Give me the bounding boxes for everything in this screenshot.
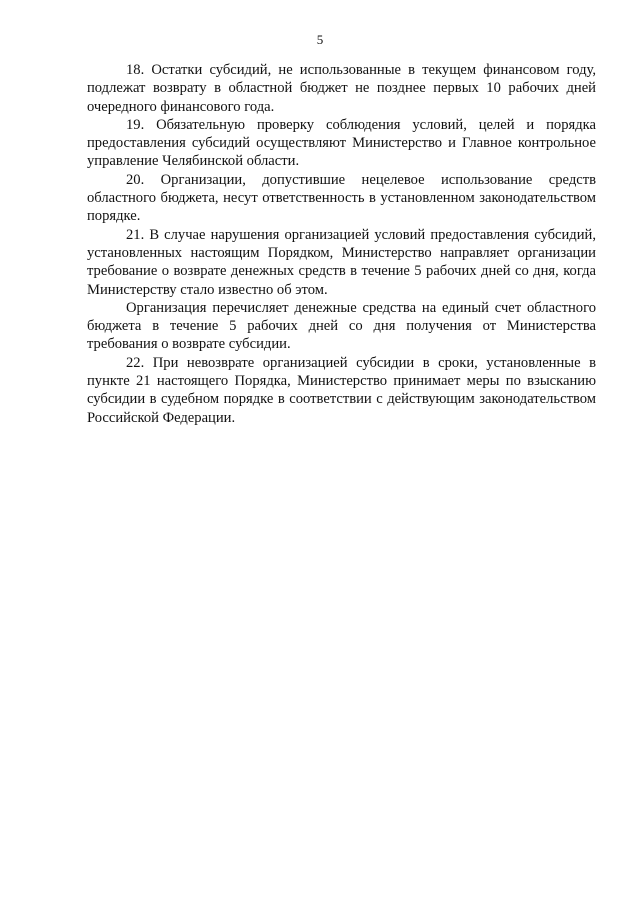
paragraph-19: 19. Обязательную проверку соблюдения условий, целей и порядка предоставления субсидий осуществляют Министерство и Главное контрольное управление Челябинской области. (87, 116, 596, 170)
paragraph-22: 22. При невозврате организацией субсидии в сроки, установленные в пункте 21 настоящего Порядка, Министерство принимает меры по взысканию субсидии в судебном порядке в соответствии с действующим законодательством Российской Федерации. (87, 354, 596, 426)
paragraph-20: 20. Организации, допустившие нецелевое использование средств областного бюджета, несут ответственность в установленном законодательством порядке. (87, 171, 596, 225)
document-body (87, 61, 596, 427)
page-number: 5 (316, 32, 324, 47)
paragraph-21-continuation: Организация перечисляет денежные средства на единый счет областного бюджета в течение 5 рабочих дней со дня получения от Министерства требования о возврате субсидии. (87, 299, 596, 353)
paragraph-21: 21. В случае нарушения организацией условий предоставления субсидий, установленных настоящим Порядком, Министерство направляет организации требование о возврате денежных средств в течение 5 рабочих дней со дня, когда Министерству стало известно об этом. (87, 226, 596, 298)
paragraph-18: 18. Остатки субсидий, не использованные в текущем финансовом году, подлежат возврату в областной бюджет не позднее первых 10 рабочих дней очередного финансового года. (87, 62, 596, 115)
